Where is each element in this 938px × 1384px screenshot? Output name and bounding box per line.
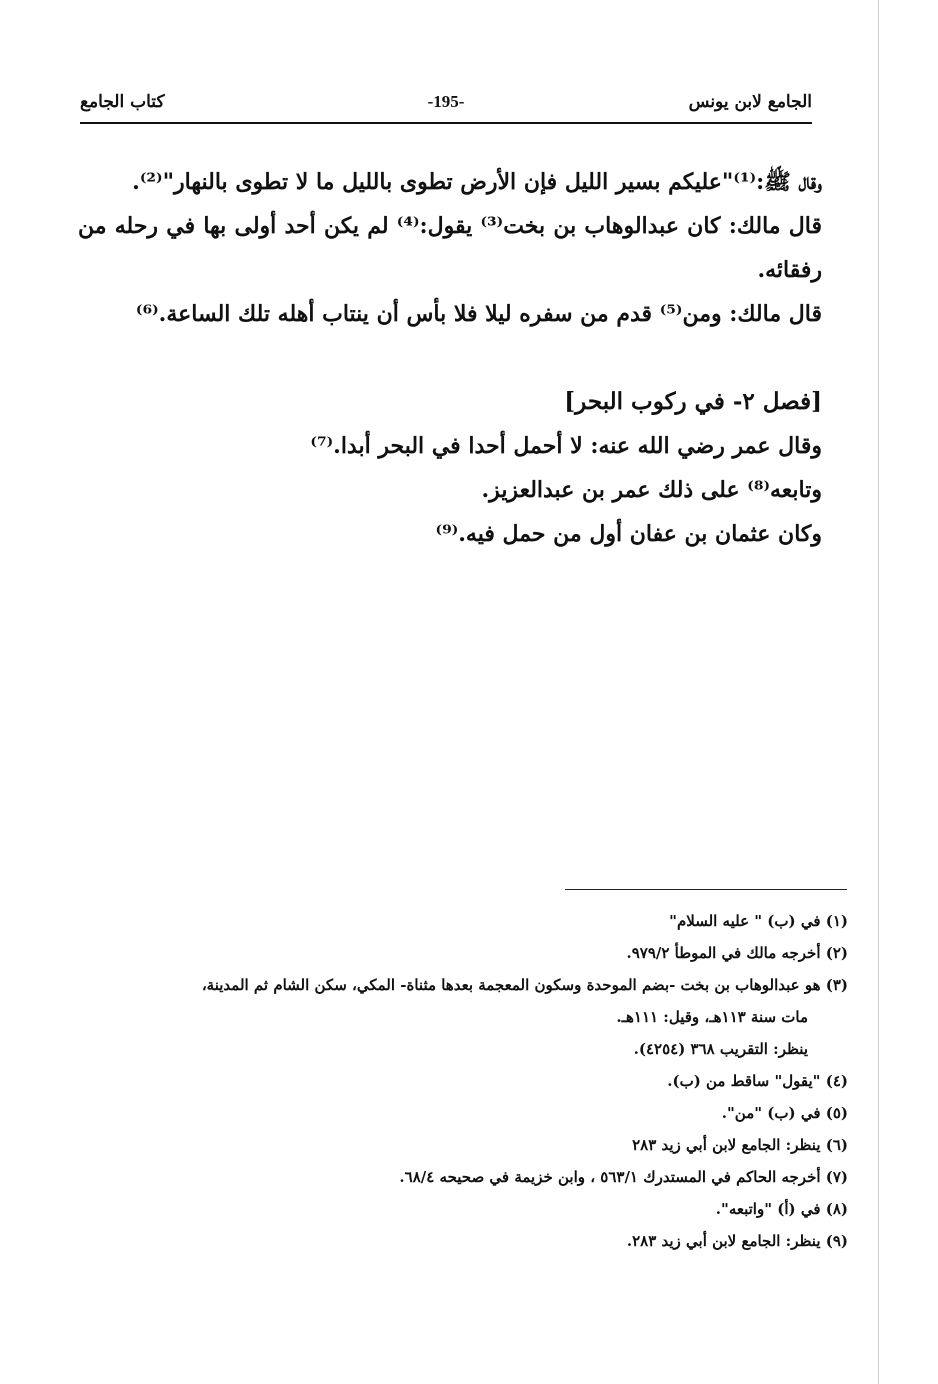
paragraph-6: وكان عثمان بن عفان أول من حمل فيه.⁽⁹⁾	[435, 521, 822, 547]
footnote-separator	[565, 889, 847, 890]
footnote-7: (٧) أخرجه الحاكم في المستدرك ٥٦٣/١ ، وابن خزيمة في صحيحه ٦٨/٤.	[399, 1168, 848, 1186]
book-title: الجامع لابن يونس	[688, 92, 812, 112]
main-text	[78, 160, 822, 556]
section-title: [فصل ٢- في ركوب البحر]	[564, 388, 822, 415]
footnote-3: (٣) هو عبدالوهاب بن بخت -بضم الموحدة وسكون المعجمة بعدها مثناة- المكي، سكن الشام ثم المدينة،	[201, 976, 848, 994]
footnote-3-line-3: ينظر: التقريب ٣٦٨ (٤٢٥٤).	[633, 1040, 808, 1058]
paragraph-2: قال مالك: كان عبدالوهاب بن بخت⁽³⁾ يقول:⁽⁴⁾ لم يكن أحد أولى بها في رحله من رفقائه.	[78, 213, 822, 283]
header-rule	[80, 122, 812, 124]
page-header	[80, 92, 812, 122]
footnote-9: (٩) ينظر: الجامع لابن أبي زيد ٢٨٣.	[626, 1232, 848, 1250]
footnote-5: (٥) في (ب) "من".	[721, 1104, 848, 1122]
page-edge-line	[878, 0, 879, 1384]
footnote-3-line-2: مات سنة ١١٣هـ، وقيل: ١١١هـ.	[616, 1008, 808, 1026]
chapter-title: كتاب الجامع	[80, 92, 165, 112]
paragraph-1: وقال ﷺ:⁽¹⁾"عليكم بسير الليل فإن الأرض تطوى بالليل ما لا تطوى بالنهار"⁽²⁾.	[132, 169, 822, 195]
paragraph-3: قال مالك: ومن⁽⁵⁾ قدم من سفره ليلا فلا بأس أن ينتاب أهله تلك الساعة.⁽⁶⁾	[135, 301, 822, 327]
footnote-6: (٦) ينظر: الجامع لابن أبي زيد ٢٨٣	[632, 1136, 848, 1154]
footnotes	[70, 905, 848, 1257]
footnote-4: (٤) "يقول" ساقط من (ب).	[667, 1072, 848, 1090]
footnote-8: (٨) في (أ) "واتبعه".	[715, 1200, 848, 1218]
paragraph-5: وتابعه⁽⁸⁾ على ذلك عمر بن عبدالعزيز.	[481, 477, 822, 503]
footnote-2: (٢) أخرجه مالك في الموطأ ٩٧٩/٢.	[626, 944, 848, 962]
page-number: -195-	[427, 92, 465, 111]
paragraph-4: وقال عمر رضي الله عنه: لا أحمل أحدا في البحر أبدا.⁽⁷⁾	[310, 433, 822, 459]
footnote-1: (١) في (ب) " عليه السلام"	[669, 912, 848, 930]
